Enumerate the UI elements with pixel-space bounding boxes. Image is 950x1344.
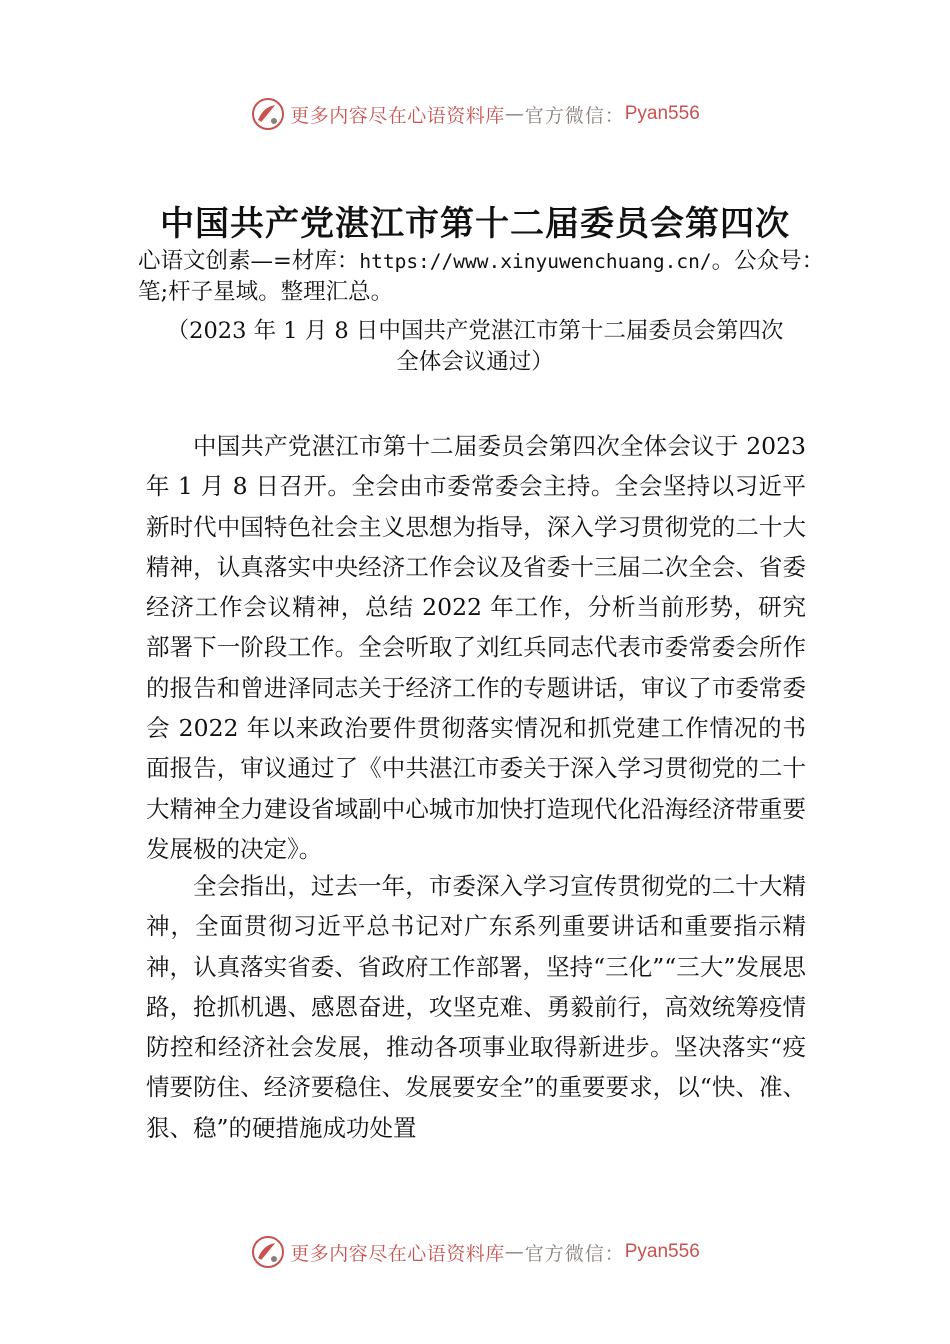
watermark-separator: — bbox=[504, 103, 525, 125]
document-title: 中国共产党湛江市第十二届委员会第四次 bbox=[160, 204, 790, 244]
watermark-wechat-id: Pyan556 bbox=[624, 1241, 700, 1262]
watermark-brand: 更多内容尽在心语资料库 bbox=[290, 1242, 505, 1265]
paragraph-text: 中国共产党湛江市第十二届委员会第四次全体会议于 2023 年 1 月 8 日召开。全会由市委常委会主持。全会坚持以习近平新时代中国特色社会主义思想为指导，深入学习贯彻党的二十大精神，认真落实中央经济工作会议及省委十三届二次全会、省委经济工作会议精神，总结 2022 年工作，分析当前形势，研究部署下一阶段工作。全会听取了刘红兵同志代表市委常委会所作的报告和曾进泽同志关于经济工作的专题讲话，审议了市委常委会 2022 年以来政治要件贯彻落实情况和抓党建工作情况的书面报告，审议通过了《中共湛江市委关于深入学习贯彻党的二十大精神全力建设省域副中心城市加快打造现代化沿海经济带重要发展极的决定》。 bbox=[146, 432, 806, 863]
watermark-wechat-id: Pyan556 bbox=[624, 103, 700, 124]
watermark-brand: 更多内容尽在心语资料库 bbox=[290, 104, 505, 127]
xinyu-logo-icon bbox=[250, 1234, 286, 1270]
body-paragraph-2 bbox=[146, 866, 806, 1148]
document-subtitle: （2023 年 1 月 8 日中国共产党湛江市第十二届委员会第四次全体会议通过） bbox=[166, 318, 784, 375]
watermark-separator: — bbox=[504, 1241, 525, 1263]
watermark-wechat-label: 官方微信： bbox=[524, 1242, 625, 1265]
paragraph-text: 全会指出，过去一年，市委深入学习宣传贯彻党的二十大精神，全面贯彻习近平总书记对广东系列重要讲话和重要指示精神，认真落实省委、省政府工作部署，坚持“三化”“三大”发展思路，抢抓机遇、感恩奋进，攻坚克难、勇毅前行，高效统筹疫情防控和经济社会发展，推动各项事业取得新进步。坚决落实“疫情要防住、经济要稳住、发展要安全”的重要要求，以“快、准、狠、稳”的硬措施成功处置 bbox=[146, 872, 806, 1142]
watermark-banner-bottom bbox=[0, 1232, 950, 1272]
source-note-prefix: 心语文创素—=材库： bbox=[138, 248, 360, 274]
watermark-banner-top bbox=[0, 94, 950, 134]
body-paragraph-1 bbox=[146, 426, 806, 869]
watermark-wechat-label: 官方微信： bbox=[524, 104, 625, 127]
xinyu-logo-icon bbox=[250, 96, 286, 132]
source-url: https://www.xinyuwenchuang.cn/ bbox=[359, 250, 712, 273]
source-note-suffix: 。公众号：笔;杆子星域。整理汇总。 bbox=[138, 248, 825, 305]
source-note bbox=[138, 246, 848, 308]
